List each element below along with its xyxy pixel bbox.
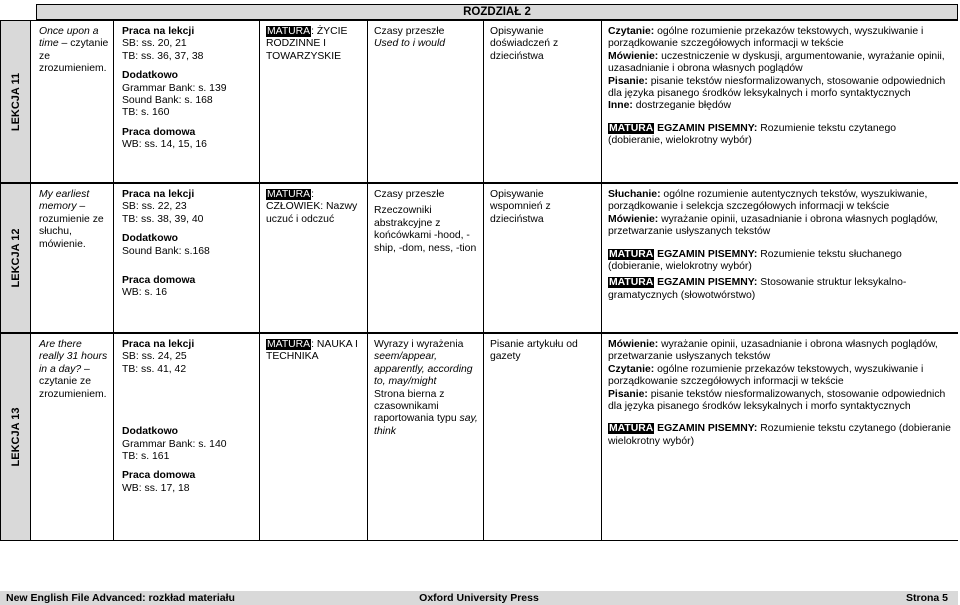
skill-text: uczestniczenie w dyskusji, argumentowanie, wyrażanie opinii, uzasadnianie i obrona własnych poglądów [608, 50, 945, 75]
grammar-item: Used to i would [374, 38, 446, 50]
grammar-cell [374, 339, 479, 438]
home-label: Praca domowa [122, 126, 196, 138]
extra-label: Dodatkowo [122, 70, 178, 82]
skill-text: ogólne rozumienie przekazów tekstowych, wyszukiwanie i porządkowanie szczegółowych informacji w tekście [608, 26, 924, 50]
footer-publisher: Oxford University Press [419, 592, 539, 604]
vocabulary-cell [266, 26, 361, 63]
skill-label: Czytanie: [608, 363, 655, 375]
skills-cell [608, 189, 953, 302]
skill-line [608, 76, 953, 101]
exam-label: EGZAMIN PISEMNY: [654, 277, 758, 289]
grammar-item: seem/appear, apparently, according to, may/might [374, 351, 473, 388]
topic-skill: – czytanie ze zrozumieniem. [39, 363, 107, 400]
exam-line [608, 277, 953, 302]
exam-text: Rozumienie tekstu czytanego (dobieranie wielokrotny wybór) [608, 423, 951, 447]
grammar-item: Rzeczowniki abstrakcyjne z końcówkami -hood, -ship, -dom, ness, -tion [374, 205, 477, 254]
skill-line [608, 51, 953, 76]
skill-text: ogólne rozumienie przekazów tekstowych, wyszukiwanie i porządkowanie szczegółowych informacji w tekście [608, 363, 924, 388]
in-class-label: Praca na lekcji [122, 339, 195, 350]
home-label: Praca domowa [122, 470, 196, 482]
vocabulary-cell [266, 339, 361, 364]
skill-label: Mówienie: [608, 213, 659, 225]
exam-label: EGZAMIN PISEMNY: [654, 423, 758, 435]
in-class-label: Praca na lekcji [122, 189, 195, 200]
topic-skill: – rozumienie ze słuchu, mówienie. [39, 201, 104, 250]
lesson-row-12 [0, 183, 958, 333]
exam-line [608, 423, 953, 448]
skill-label: Czytanie: [608, 26, 655, 37]
home-label: Praca domowa [122, 275, 196, 287]
material-item: TB: s. 160 [122, 107, 170, 119]
skill-line [608, 364, 953, 389]
materials-cell [122, 339, 252, 495]
skill-line [608, 26, 953, 51]
skill-line [608, 389, 953, 414]
exam-line [608, 123, 953, 148]
lesson-row-11 [0, 20, 958, 183]
exam-text: Rozumienie tekstu czytanego (dobieranie, wielokrotny wybór) [608, 122, 897, 147]
writing-cell: Opisywanie wspomnień z dzieciństwa [490, 189, 551, 225]
material-item: Grammar Bank: s. 140 [122, 438, 227, 450]
skill-line [608, 339, 953, 364]
topic-title: My earliest memory [39, 189, 90, 213]
extra-label: Dodatkowo [122, 426, 178, 438]
material-item: SB: ss. 22, 23 [122, 201, 187, 213]
grammar-title: Czasy przeszłe [374, 26, 445, 37]
grammar-verbs: say, think [374, 413, 478, 437]
grammar-title: Czasy przeszłe [374, 189, 445, 200]
grammar-cell [374, 189, 479, 255]
lesson-tab-label: LEKCJA 13 [9, 407, 22, 467]
writing-cell: Opisywanie doświadczeń z dzieciństwa [490, 26, 559, 62]
skill-text: wyrażanie opinii, uzasadnianie i obrona własnych poglądów, przetwarzanie usłyszanych tekstów [608, 339, 938, 363]
skill-label: Słuchanie: [608, 189, 661, 200]
material-item: SB: ss. 24, 25 [122, 351, 187, 363]
material-item: SB: ss. 20, 21 [122, 38, 187, 50]
footer-title: New English File Advanced: rozkład materiału [6, 592, 235, 604]
lesson-topic [39, 189, 109, 251]
matura-badge: MATURA [267, 189, 311, 200]
exam-label: EGZAMIN PISEMNY: [654, 248, 758, 260]
lesson-tab [0, 334, 31, 540]
material-item: WB: ss. 14, 15, 16 [122, 139, 207, 151]
topic-title: Are there really 31 hours in a day? [39, 339, 108, 375]
matura-badge: MATURA [609, 277, 654, 289]
exam-line [608, 249, 953, 274]
topic-title: Once upon a time [39, 26, 99, 50]
lesson-topic [39, 26, 109, 76]
writing-cell: Pisanie artykułu od gazety [490, 339, 578, 363]
lesson-tab [0, 184, 31, 332]
skill-label: Pisanie: [608, 388, 648, 400]
skills-cell [608, 26, 953, 148]
material-item: WB: ss. 17, 18 [122, 482, 190, 494]
vocabulary-topic: : NAUKA I TECHNIKA [266, 339, 358, 363]
vocabulary-cell [266, 189, 361, 226]
skill-label: Mówienie: [608, 50, 659, 62]
lesson-topic [39, 339, 109, 401]
footer-page-number: Strona 5 [905, 592, 948, 604]
page-footer [0, 591, 958, 605]
vocabulary-topic: : ŻYCIE RODZINNE I TOWARZYSKIE [266, 26, 348, 62]
skill-text: wyrażanie opinii, uzasadnianie i obrona własnych poglądów, przetwarzanie usłyszanych tekstów [608, 213, 938, 238]
extra-label: Dodatkowo [122, 233, 178, 245]
exam-text: Stosowanie struktur leksykalno-gramatycznych (słowotwórstwo) [608, 277, 907, 301]
skill-label: Mówienie: [608, 339, 659, 350]
lesson-tab-label: LEKCJA 11 [9, 72, 22, 131]
skill-line [608, 100, 953, 112]
topic-skill: – czytanie ze zrozumieniem. [39, 38, 109, 75]
vocabulary-topic: : CZŁOWIEK: Nazwy uczuć i odczuć [266, 189, 358, 225]
matura-badge: MATURA [267, 26, 311, 37]
material-item: WB: s. 16 [122, 287, 168, 299]
grammar-title: Wyrazy i wyrażenia [374, 339, 464, 350]
grammar-item [374, 389, 479, 439]
skill-text: pisanie tekstów niesformalizowanych, stosowanie odpowiednich dla języka pisanego środków leksykalnych i morfo syntaktycznych [608, 388, 946, 413]
material-item: Sound Bank: s.168 [122, 245, 210, 257]
skills-cell [608, 339, 953, 448]
matura-badge: MATURA [267, 339, 311, 350]
skill-text: pisanie tekstów niesformalizowanych, stosowanie odpowiednich dla języka pisanego środków leksykalnych i morfo syntaktycznych [608, 75, 946, 100]
skill-line [608, 189, 953, 214]
skill-line [608, 214, 953, 239]
material-item: TB: ss. 38, 39, 40 [122, 213, 204, 225]
skill-text: ogólne rozumienie autentycznych tekstów, wyszukiwanie, porządkowanie i selekcja szczegółowych informacji w tekście [608, 189, 928, 213]
skill-text: dostrzeganie błędów [632, 100, 732, 112]
material-item: Grammar Bank: s. 139 [122, 82, 227, 94]
material-item: TB: s. 161 [122, 451, 170, 463]
skill-label: Pisanie: [608, 75, 648, 87]
skill-label: Inne: [608, 100, 633, 112]
matura-badge: MATURA [609, 423, 654, 435]
material-item: Sound Bank: s. 168 [122, 95, 213, 107]
grammar-passive: Strona bierna z czasownikami raportowania typu [374, 388, 457, 425]
matura-badge: MATURA [609, 248, 654, 260]
matura-badge: MATURA [609, 122, 654, 134]
material-item: TB: ss. 36, 37, 38 [122, 50, 204, 62]
materials-cell [122, 189, 252, 300]
in-class-label: Praca na lekcji [122, 26, 195, 37]
grammar-cell [374, 26, 479, 51]
lesson-row-13 [0, 333, 958, 541]
exam-label: EGZAMIN PISEMNY: [654, 122, 758, 134]
material-item: TB: ss. 41, 42 [122, 363, 187, 375]
chapter-header: ROZDZIAŁ 2 [36, 4, 958, 20]
lesson-tab [0, 21, 31, 182]
lesson-tab-label: LEKCJA 12 [9, 228, 22, 288]
materials-cell [122, 26, 252, 152]
exam-text: Rozumienie tekstu słuchanego (dobieranie, wielokrotny wybór) [608, 248, 902, 273]
